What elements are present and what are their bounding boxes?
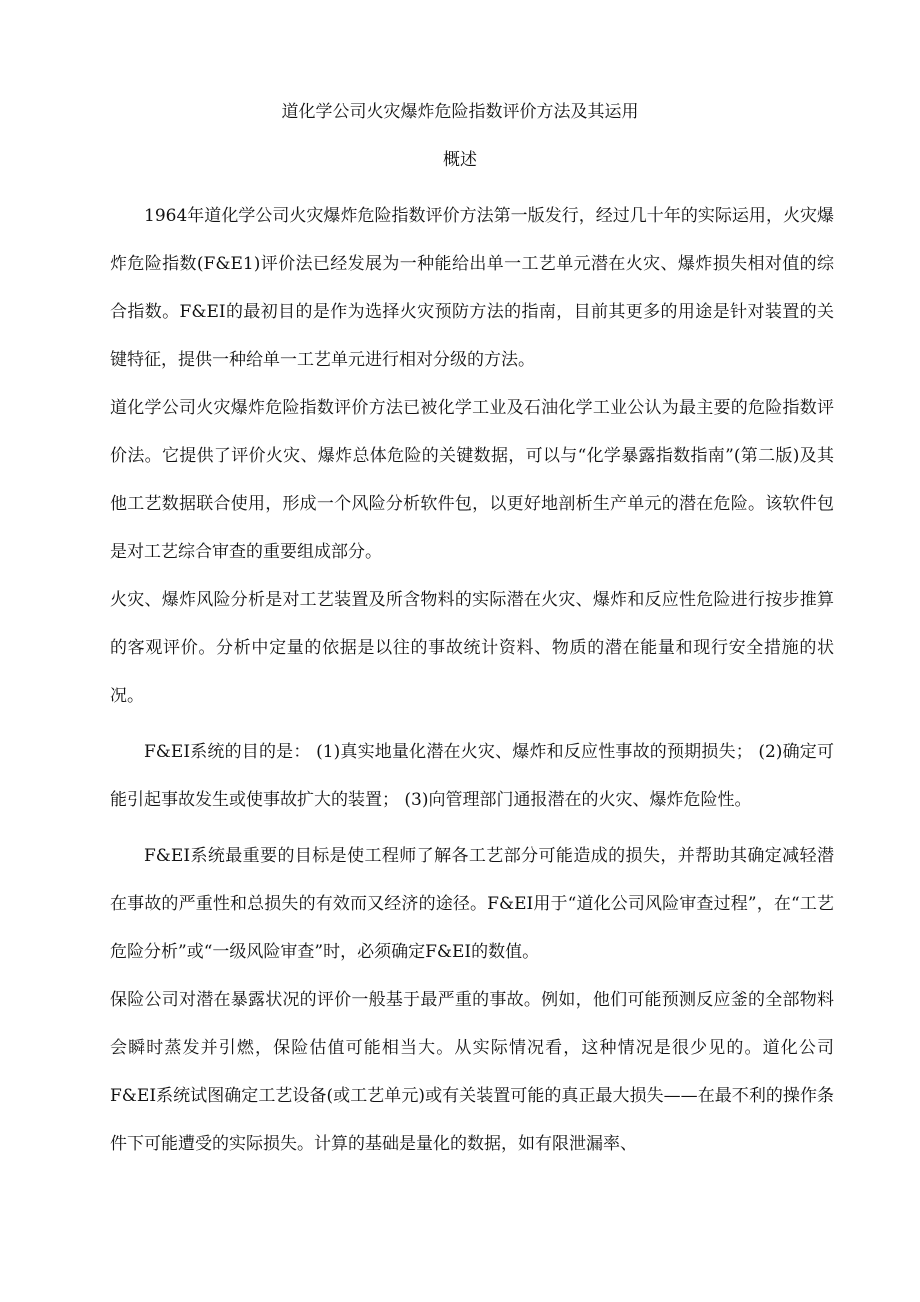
paragraph-dow-method: 道化学公司火灾爆炸危险指数评价方法已被化学工业及石油化学工业公认为最主要的危险指数评价法。它提供了评价火灾、爆炸总体危险的关键数据，可以与“化学暴露指数指南”(第二版)及其他工艺数据联合使用，形成一个风险分析软件包，以更好地剖析生产单元的潜在危险。该软件包是对工艺综合审查的重要组成部分。 <box>110 398 834 562</box>
section-heading: 概述 <box>443 150 477 170</box>
paragraph-goal: F&EI系统最重要的目标是使工程师了解各工艺部分可能造成的损失，并帮助其确定减轻潜在事故的严重性和总损失的有效而又经济的途径。F&EI用于“道化公司风险审查过程”，在“工艺危险分析”或“一级风险审查”时，必须确定F&EI的数值。 <box>110 846 834 962</box>
paragraph-purpose: F&EI系统的目的是： (1)真实地量化潜在火灾、爆炸和反应性事故的预期损失； (2)确定可能引起事故发生或使事故扩大的装置； (3)向管理部门通报潜在的火灾、爆炸危险性。 <box>110 742 834 810</box>
document-body <box>110 192 834 1168</box>
paragraph-intro: 1964年道化学公司火灾爆炸危险指数评价方法第一版发行，经过几十年的实际运用，火灾爆炸危险指数(F&E1)评价法已经发展为一种能给出单一工艺单元潜在火灾、爆炸损失相对值的综合指数。F&EI的最初目的是作为选择火灾预防方法的指南，目前其更多的用途是针对装置的关键特征，提供一种给单一工艺单元进行相对分级的方法。 <box>110 206 834 370</box>
paragraph-insurance: 保险公司对潜在暴露状况的评价一般基于最严重的事故。例如，他们可能预测反应釜的全部物料会瞬时蒸发并引燃，保险估值可能相当大。从实际情况看，这种情况是很少见的。道化公司F&EI系统试图确定工艺设备(或工艺单元)或有关装置可能的真正最大损失——在最不利的操作条件下可能遭受的实际损失。计算的基础是量化的数据，如有限泄漏率、 <box>110 990 834 1154</box>
paragraph-risk-analysis: 火灾、爆炸风险分析是对工艺装置及所含物料的实际潜在火灾、爆炸和反应性危险进行按步推算的客观评价。分析中定量的依据是以往的事故统计资料、物质的潜在能量和现行安全措施的状况。 <box>110 590 834 706</box>
document-title: 道化学公司火灾爆炸危险指数评价方法及其运用 <box>281 102 639 122</box>
